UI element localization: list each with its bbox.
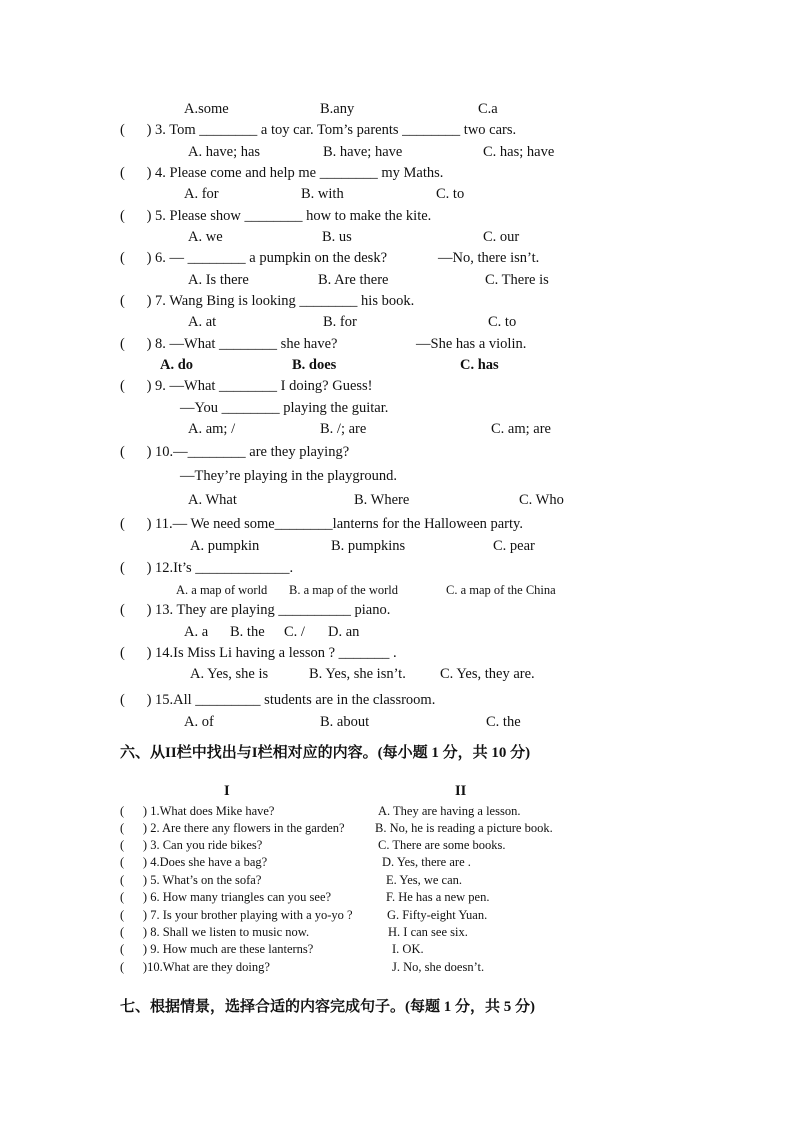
q8-option-b: B. does <box>292 357 337 373</box>
match-answer-a: A. They are having a lesson. <box>378 804 521 818</box>
question-9: ( ) 9. —What ________ I doing? Guess! <box>120 378 373 394</box>
q3-option-c: C. has; have <box>483 144 555 160</box>
q9-option-b: B. /; are <box>320 421 367 437</box>
match-question-8: ( ) 8. Shall we listen to music now. <box>120 925 310 939</box>
q12-option-a: A. a map of world <box>176 583 268 597</box>
q6-option-a: A. Is there <box>188 272 249 288</box>
question-12: ( ) 12.It’s _____________. <box>120 560 294 576</box>
q14-option-b: B. Yes, she isn’t. <box>309 666 406 682</box>
match-question-5: ( ) 5. What’s on the sofa? <box>120 873 262 887</box>
match-question-6: ( ) 6. How many triangles can you see? <box>120 890 332 904</box>
q3-option-b: B. have; have <box>323 144 403 160</box>
q11-option-b: B. pumpkins <box>331 538 406 554</box>
q13-option-c: C. / <box>284 624 305 640</box>
q5-option-c: C. our <box>483 229 520 245</box>
match-question-10: ( )10.What are they doing? <box>120 960 270 974</box>
q3-option-a: A. have; has <box>188 144 261 160</box>
match-answer-d: D. Yes, there are . <box>382 855 471 869</box>
match-answer-i: I. OK. <box>392 942 424 956</box>
section-7-title-text: 七、根据情景，选择合适的内容完成句子。 <box>120 997 406 1015</box>
match-question-1: ( ) 1.What does Mike have? <box>120 804 275 818</box>
column-header-i: I <box>224 783 230 799</box>
q6-reply: —No, there isn’t. <box>438 250 540 266</box>
question-13: ( ) 13. They are playing __________ piano. <box>120 602 391 618</box>
q9-option-a: A. am; / <box>188 421 236 437</box>
q15-option-a: A. of <box>184 714 214 730</box>
match-question-7: ( ) 7. Is your brother playing with a yo-yo ? <box>120 908 353 922</box>
match-answer-g: G. Fifty-eight Yuan. <box>387 908 488 922</box>
q10-option-b: B. Where <box>354 492 410 508</box>
question-3: ( ) 3. Tom ________ a toy car. Tom’s parents ________ two cars. <box>120 122 517 138</box>
q4-option-c: C. to <box>436 186 465 202</box>
q2-option-c: C.a <box>478 101 498 117</box>
section-6-title-part2: 栏中找出与 <box>176 743 252 761</box>
q8-option-c: C. has <box>460 357 499 373</box>
q7-option-a: A. at <box>188 314 217 330</box>
q5-option-b: B. us <box>322 229 352 245</box>
q2-option-b: B.any <box>320 101 355 117</box>
question-8: ( ) 8. —What ________ she have? <box>120 336 338 352</box>
match-answer-j: J. No, she doesn’t. <box>392 960 485 974</box>
section-7-title <box>120 996 535 1017</box>
section-6-title-part1: 六、从 <box>120 743 166 761</box>
q11-option-a: A. pumpkin <box>190 538 260 554</box>
question-6: ( ) 6. — ________ a pumpkin on the desk? <box>120 250 388 266</box>
q13-option-d: D. an <box>328 624 360 640</box>
question-15: ( ) 15.All _________ students are in the classroom. <box>120 692 436 708</box>
match-question-9: ( ) 9. How much are these lanterns? <box>120 942 314 956</box>
question-10: ( ) 10.—________ are they playing? <box>120 444 350 460</box>
q4-option-a: A. for <box>184 186 219 202</box>
q6-option-c: C. There is <box>485 272 549 288</box>
q14-option-c: C. Yes, they are. <box>440 666 535 682</box>
question-7: ( ) 7. Wang Bing is looking ________ his book. <box>120 293 415 309</box>
q14-option-a: A. Yes, she is <box>190 666 269 682</box>
match-answer-h: H. I can see six. <box>388 925 468 939</box>
match-answer-b: B. No, he is reading a picture book. <box>375 821 553 835</box>
q2-option-a: A.some <box>184 101 229 117</box>
q8-option-a: A. do <box>160 357 194 373</box>
q6-option-b: B. Are there <box>318 272 389 288</box>
match-question-4: ( ) 4.Does she have a bag? <box>120 855 268 869</box>
match-answer-f: F. He has a new pen. <box>386 890 490 904</box>
q9-option-c: C. am; are <box>491 421 551 437</box>
q8-reply: —She has a violin. <box>416 336 527 352</box>
section-6-score: (每小题 1 分，共 10 分) <box>377 745 531 761</box>
match-answer-c: C. There are some books. <box>378 838 506 852</box>
q5-option-a: A. we <box>188 229 223 245</box>
match-question-2: ( ) 2. Are there any flowers in the garden? <box>120 821 345 835</box>
question-14: ( ) 14.Is Miss Li having a lesson ? _______ . <box>120 645 397 661</box>
q15-option-b: B. about <box>320 714 370 730</box>
section-6-title <box>120 742 530 763</box>
match-question-3: ( ) 3. Can you ride bikes? <box>120 838 263 852</box>
q9-line2: —You ________ playing the guitar. <box>180 400 389 416</box>
q12-option-b: B. a map of the world <box>289 583 399 597</box>
question-4: ( ) 4. Please come and help me ________ my Maths. <box>120 165 444 181</box>
q10-line2: —They’re playing in the playground. <box>180 468 398 484</box>
q12-option-c: C. a map of the China <box>446 583 556 597</box>
q13-option-a: A. a <box>184 624 209 640</box>
question-5: ( ) 5. Please show ________ how to make the kite. <box>120 208 432 224</box>
match-answer-e: E. Yes, we can. <box>386 873 463 887</box>
section-6-title-part3: 栏相对应的内容。 <box>257 743 378 761</box>
q10-option-c: C. Who <box>519 492 564 508</box>
question-11: ( ) 11.— We need some________lanterns for the Halloween party. <box>120 516 523 532</box>
section-6-title-roman-ii: II <box>165 745 177 761</box>
q11-option-c: C. pear <box>493 538 535 554</box>
column-header-ii: II <box>455 783 467 799</box>
section-6-title-roman-i: I <box>251 745 258 761</box>
q13-option-b: B. the <box>230 624 265 640</box>
q10-option-a: A. What <box>188 492 237 508</box>
q4-option-b: B. with <box>301 186 344 202</box>
q15-option-c: C. the <box>486 714 521 730</box>
section-7-score: (每题 1 分，共 5 分) <box>405 999 536 1015</box>
q7-option-b: B. for <box>323 314 357 330</box>
q7-option-c: C. to <box>488 314 517 330</box>
